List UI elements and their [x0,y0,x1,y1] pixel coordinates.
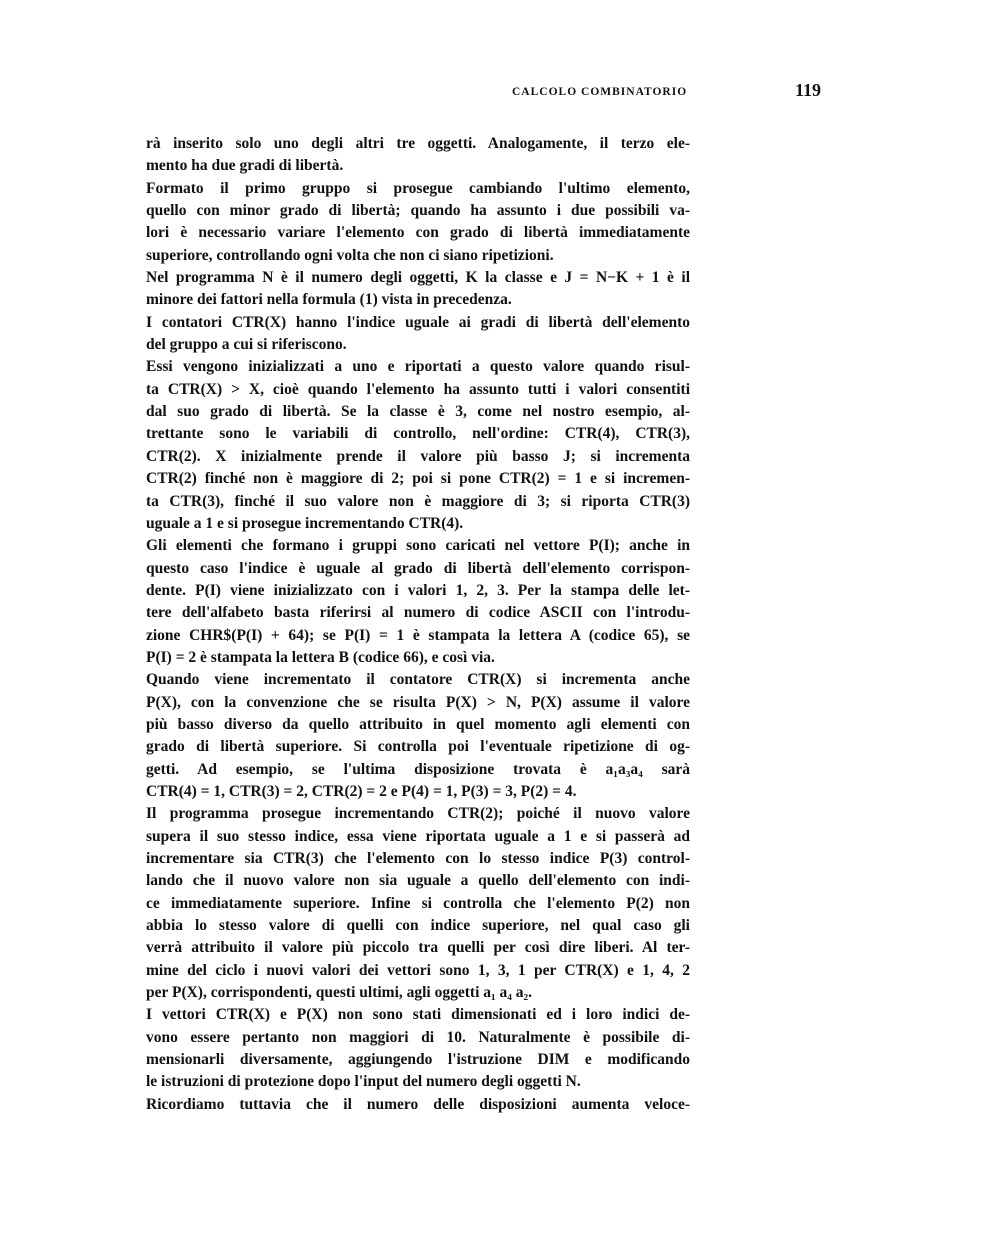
text-line: più basso diverso da quello attribuito in quel momento agli elementi con [146,715,690,733]
text-line: mensionarli diversamente, aggiungendo l'istruzione DIM e modificando [146,1051,690,1069]
text-line: lando che il nuovo valore non sia uguale a quello dell'elemento con indi- [146,872,690,890]
text-line: rà inserito solo uno degli altri tre oggetti. Analogamente, il terzo ele- [146,135,690,152]
paragraph [146,133,690,178]
paragraph [146,1004,690,1093]
paragraph [146,312,690,357]
paragraph [146,535,690,669]
paragraph [146,178,690,267]
paragraph [146,1094,690,1116]
text-line: Ricordiamo tuttavia che il numero delle disposizioni aumenta veloce- [146,1095,690,1113]
text-line: verrà attribuito il valore più piccolo tra quelli per così dire liberi. Al ter- [146,939,690,957]
text-line: incrementare sia CTR(3) che l'elemento con lo stesso indice P(3) control- [146,850,690,867]
paragraph [146,267,690,312]
text-line: P(X), con la convenzione che se risulta P(X) > N, P(X) assume il valore [146,693,690,711]
text-line: quello con minor grado di libertà; quando ha assunto i due possibili va- [146,202,690,220]
text-line: ta CTR(3), finché il suo valore non è maggiore di 3; si riporta CTR(3) [146,492,690,510]
text-line: ce immediatamente superiore. Infine si controlla che l'elemento P(2) non [146,894,690,912]
text-line: Quando viene incrementato il contatore CTR(X) si incrementa anche [146,671,690,689]
text-line: zione CHR$(P(I) + 64); se P(I) = 1 è stampata la lettera A (codice 65), se [146,626,690,644]
text-line: del gruppo a cui si riferiscono. [146,336,347,354]
text-line: vono essere pertanto non maggiori di 10. Naturalmente è possibile di- [146,1028,690,1046]
text-line: supera il suo stesso indice, essa viene riportata uguale a 1 e si passerà ad [146,827,690,845]
text-line: P(I) = 2 è stampata la lettera B (codice 66), e così via. [146,648,495,666]
text-line: I contatori CTR(X) hanno l'indice uguale ai gradi di libertà dell'elemento [146,313,690,331]
text-line: mento ha due gradi di libertà. [146,157,344,175]
text-line: per P(X), corrispondenti, questi ultimi, agli oggetti a₁ a₄ a₂. [146,984,533,1002]
text-line: I vettori CTR(X) e P(X) non sono stati dimensionati ed i loro indici de- [146,1006,690,1024]
text-line: abbia lo stesso valore di quelli con indice superiore, nel qual caso gli [146,917,690,935]
text-line: Il programma prosegue incrementando CTR(2); poiché il nuovo valore [146,805,690,823]
text-line: CTR(4) = 1, CTR(3) = 2, CTR(2) = 2 e P(4) = 1, P(3) = 3, P(2) = 4. [146,782,577,800]
text-line: CTR(2). X inizialmente prende il valore più basso J; si incrementa [146,447,690,465]
body-text [146,133,690,1116]
text-line: lori è necessario variare l'elemento con grado di libertà immediatamente [146,224,690,242]
text-line: Essi vengono inizializzati a uno e riportati a questo valore quando risul- [146,358,690,376]
text-line: ta CTR(X) > X, cioè quando l'elemento ha assunto tutti i valori consentiti [146,380,690,398]
text-line: getti. Ad esempio, se l'ultima disposizione trovata è a₁a₃a₄ sarà [146,760,690,778]
text-line: le istruzioni di protezione dopo l'input del numero degli oggetti N. [146,1073,581,1091]
paragraph [146,803,690,1004]
text-line: mine del ciclo i nuovi valori dei vettori sono 1, 3, 1 per CTR(X) e 1, 4, 2 [146,961,690,979]
text-line: superiore, controllando ogni volta che non ci siano ripetizioni. [146,246,554,264]
text-line: minore dei fattori nella formula (1) vista in precedenza. [146,291,512,309]
text-line: Formato il primo gruppo si prosegue cambiando l'ultimo elemento, [146,179,690,197]
text-line: uguale a 1 e si prosegue incrementando CTR(4). [146,514,464,532]
text-line: Nel programma N è il numero degli oggetti, K la classe e J = N−K + 1 è il [146,269,690,287]
text-line: tere dell'alfabeto basta riferirsi al numero di codice ASCII con l'introdu- [146,604,690,622]
text-line: trettante sono le variabili di controllo, nell'ordine: CTR(4), CTR(3), [146,425,690,443]
text-line: questo caso l'indice è uguale al grado di libertà dell'elemento corrispon- [146,559,690,577]
paragraph [146,669,690,803]
text-line: grado di libertà superiore. Si controlla poi l'eventuale ripetizione di og- [146,738,690,756]
text-line: dal suo grado di libertà. Se la classe è 3, come nel nostro esempio, al- [146,403,690,421]
text-line: dente. P(I) viene inizializzato con i valori 1, 2, 3. Per la stampa delle let- [146,581,690,599]
text-line: Gli elementi che formano i gruppi sono caricati nel vettore P(I); anche in [146,537,690,555]
paragraph [146,356,690,535]
text-line: CTR(2) finché non è maggiore di 2; poi si pone CTR(2) = 1 e si incremen- [146,470,690,488]
running-head: CALCOLO COMBINATORIO [512,86,688,98]
page-number: 119 [795,80,822,100]
